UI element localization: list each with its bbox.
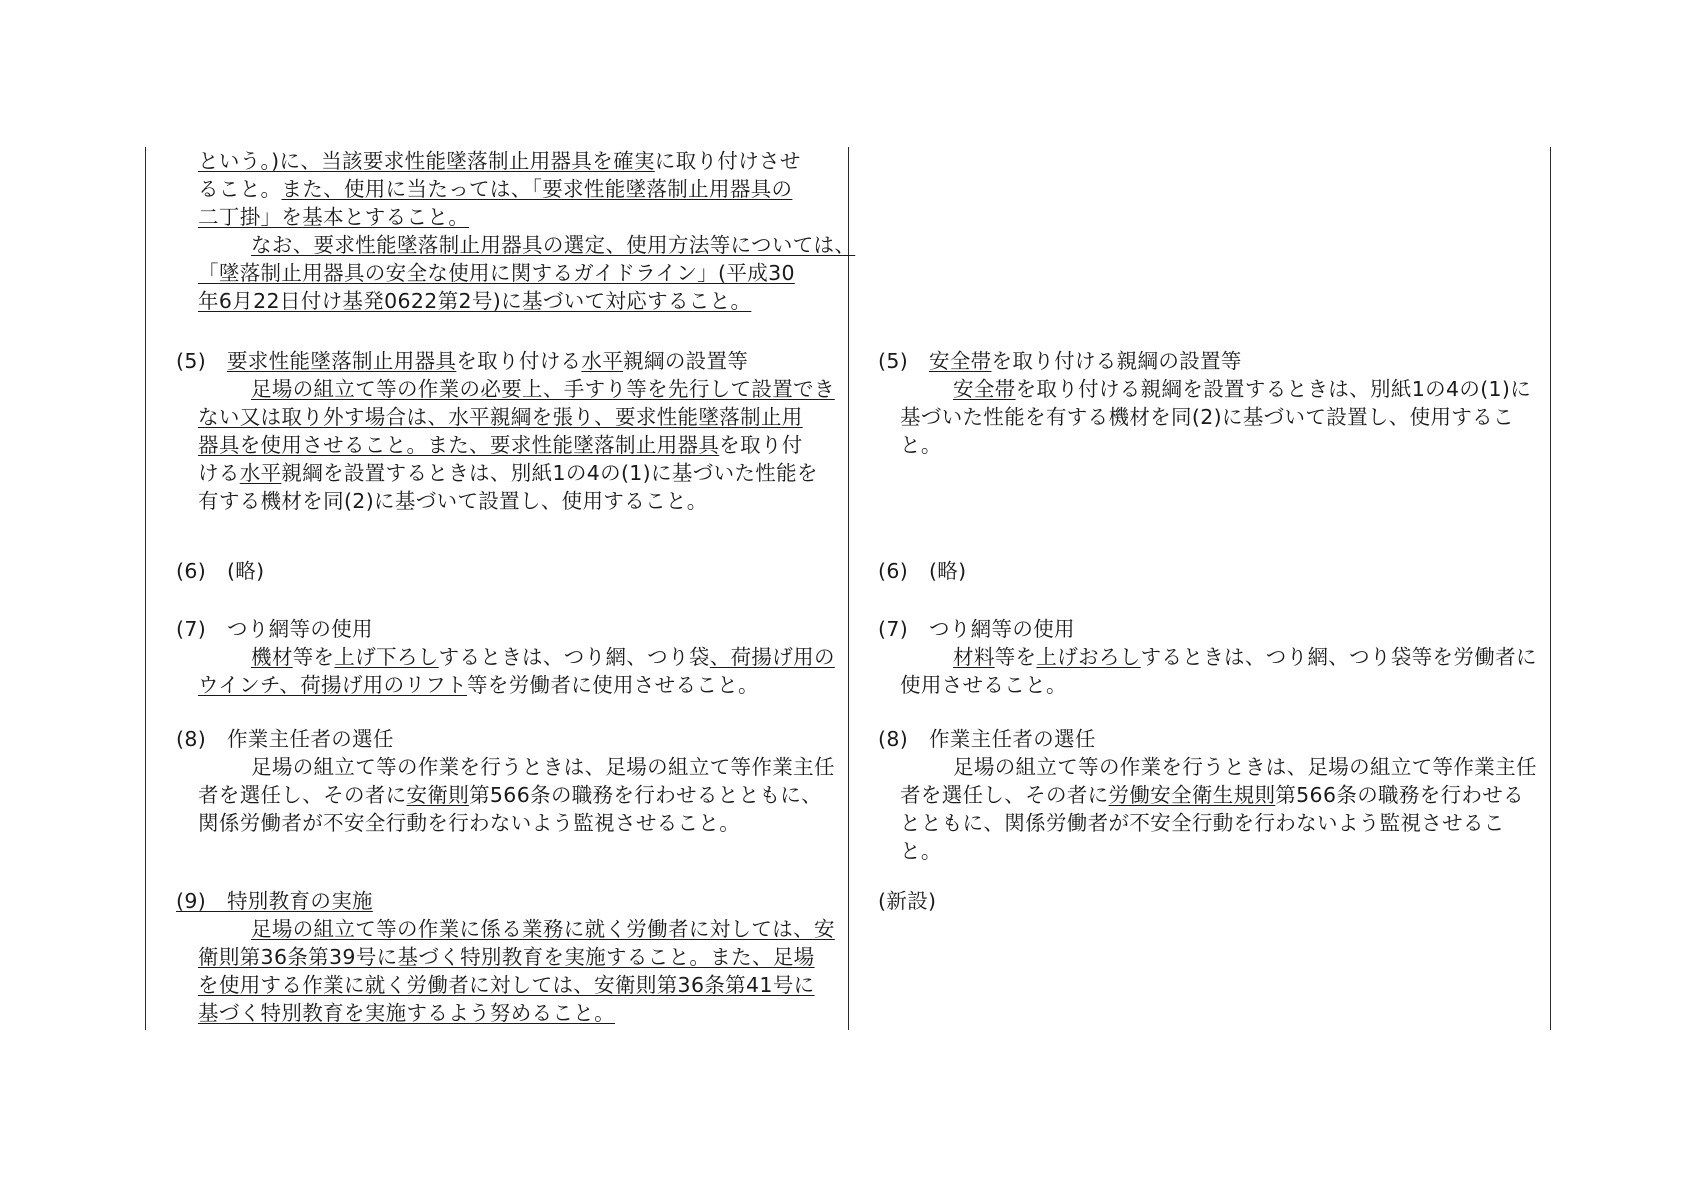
text-run: 等を労働者に使用させること。 <box>467 673 759 697</box>
underlined-text: 水平 <box>581 349 624 373</box>
underlined-text: 二丁掛」を基本とすること。 <box>198 205 470 229</box>
underlined-text: という。)に、当該要求性能墜落制止用器具を確実 <box>198 149 655 173</box>
current-line <box>878 725 1096 753</box>
revised-line <box>198 203 469 231</box>
text-run: 等を <box>292 645 335 669</box>
text-run: と。 <box>900 433 942 457</box>
revised-line <box>198 487 708 515</box>
underlined-text: 足場の組立て等の作業の必要上、手すり等を先行して設置でき <box>251 377 835 401</box>
text-run: (8) 作業主任者の選任 <box>176 727 394 751</box>
revised-line <box>176 347 748 375</box>
underlined-text: 上げ下ろし <box>334 645 439 669</box>
underlined-text: ウインチ、荷揚げ用のリフト <box>198 673 467 697</box>
revised-line <box>176 615 373 643</box>
text-run: を取り付ける親綱を設置するときは、別紙1の4の(1)に <box>1015 377 1532 401</box>
underlined-text: 上げおろし <box>1036 645 1141 669</box>
text-run: (6) (略) <box>176 559 265 583</box>
text-run: (7) つり網等の使用 <box>878 617 1075 641</box>
current-line <box>900 809 1505 837</box>
text-run: を取り付ける親綱の設置等 <box>991 349 1242 373</box>
text-run: 第566条の職務を行わせるとともに、 <box>469 783 822 807</box>
underlined-text: 水平 <box>239 461 282 485</box>
revised-line <box>198 999 615 1027</box>
text-run: 有する機材を同(2)に基づいて設置し、使用すること。 <box>198 489 708 513</box>
underlined-text: 衛則第36条第39号に基づく特別教育を実施すること。また、足場 <box>198 945 815 969</box>
text-run: (8) 作業主任者の選任 <box>878 727 1096 751</box>
underlined-text: 、荷揚げ用の <box>709 645 835 669</box>
revised-line <box>198 971 815 999</box>
text-run: 者を選任し、その者に <box>900 783 1109 807</box>
underlined-text: 基づく特別教育を実施するよう努めること。 <box>198 1001 615 1025</box>
revised-line <box>198 431 803 459</box>
underlined-text: 足場の組立て等の作業に係る業務に就く労働者に対しては、安 <box>251 917 835 941</box>
text-run: ける <box>198 461 240 485</box>
underlined-text: なお、要求性能墜落制止用器具の選定、使用方法等については、 <box>251 233 856 257</box>
text-run: 使用させること。 <box>900 673 1067 697</box>
text-run: と。 <box>900 839 942 863</box>
current-line <box>953 375 1531 403</box>
underlined-text: 安衛則 <box>406 783 470 807</box>
text-run: するときは、つり網、つり袋 <box>438 645 710 669</box>
text-run: (5) <box>176 349 227 373</box>
revised-line <box>198 287 751 315</box>
left-border-line <box>145 147 146 1030</box>
revised-line <box>176 557 264 585</box>
revised-line <box>251 231 855 259</box>
underlined-text: また、使用に当たっては、「要求性能墜落制止用器具の <box>281 177 793 201</box>
center-divider-line <box>848 147 849 1030</box>
current-line <box>878 887 936 915</box>
current-line <box>878 615 1075 643</box>
underlined-text: 「墜落制止用器具の安全な使用に関するガイドライン」(平成30 <box>198 261 795 285</box>
underlined-text: (9) 特別教育の実施 <box>176 889 373 913</box>
text-run: 関係労働者が不安全行動を行わないよう監視させること。 <box>198 811 741 835</box>
right-border-line <box>1550 147 1551 1030</box>
revised-line <box>251 643 835 671</box>
current-line <box>900 837 942 865</box>
text-run: 足場の組立て等の作業を行うときは、足場の組立て等作業主任 <box>953 755 1537 779</box>
text-run: 等を <box>994 645 1037 669</box>
text-run: 者を選任し、その者に <box>198 783 407 807</box>
text-run: (新設) <box>878 889 937 913</box>
text-run: (6) (略) <box>878 559 967 583</box>
text-run: (5) <box>878 349 929 373</box>
current-line <box>900 671 1067 699</box>
text-run: を取り付ける <box>456 349 582 373</box>
text-run: 親綱を設置するときは、別紙1の4の(1)に基づいた性能を <box>281 461 818 485</box>
underlined-text: 器具を使用させること。また、要求性能墜落制止用器具 <box>198 433 720 457</box>
text-run: とともに、関係労働者が不安全行動を行わないよう監視させるこ <box>900 811 1505 835</box>
underlined-text: 年6月22日付け基発0622第2号)に基づいて対応すること。 <box>198 289 752 313</box>
text-run: するときは、つり網、つり袋等を労働者に <box>1140 645 1537 669</box>
underlined-text: 要求性能墜落制止用器具 <box>226 349 457 373</box>
underlined-text: 安全帯 <box>928 349 992 373</box>
text-run: (7) つり網等の使用 <box>176 617 373 641</box>
revised-line <box>198 943 815 971</box>
revised-line <box>251 375 835 403</box>
revised-line <box>251 753 835 781</box>
revised-line <box>198 175 792 203</box>
underlined-text: を使用する作業に就く労働者に対しては、安衛則第36条第41号に <box>198 973 815 997</box>
current-line <box>953 753 1537 781</box>
revised-line <box>176 725 394 753</box>
revised-line <box>198 781 822 809</box>
underlined-text: 労働安全衛生規則 <box>1108 783 1276 807</box>
revised-line <box>198 147 801 175</box>
revised-line <box>198 259 795 287</box>
revised-line <box>198 671 759 699</box>
current-line <box>953 643 1537 671</box>
text-run: を取り付 <box>719 433 803 457</box>
current-line <box>900 403 1514 431</box>
current-line <box>878 557 966 585</box>
revised-line <box>251 915 835 943</box>
text-run: 第566条の職務を行わせる <box>1275 783 1524 807</box>
text-run: 親綱の設置等 <box>623 349 749 373</box>
revised-line <box>176 887 373 915</box>
revised-line <box>198 809 740 837</box>
underlined-text: 材料 <box>953 645 995 669</box>
revised-line <box>198 403 803 431</box>
current-line <box>878 347 1242 375</box>
text-run: に取り付けさせ <box>654 149 801 173</box>
text-run: 足場の組立て等の作業を行うときは、足場の組立て等作業主任 <box>251 755 835 779</box>
text-run: 基づいた性能を有する機材を同(2)に基づいて設置し、使用するこ <box>900 405 1514 429</box>
text-run: ること。 <box>198 177 282 201</box>
underlined-text: ない又は取り外す場合は、水平親綱を張り、要求性能墜落制止用 <box>198 405 803 429</box>
revised-line <box>198 459 818 487</box>
underlined-text: 機材 <box>251 645 293 669</box>
current-line <box>900 431 942 459</box>
current-line <box>900 781 1524 809</box>
underlined-text: 安全帯 <box>953 377 1016 401</box>
